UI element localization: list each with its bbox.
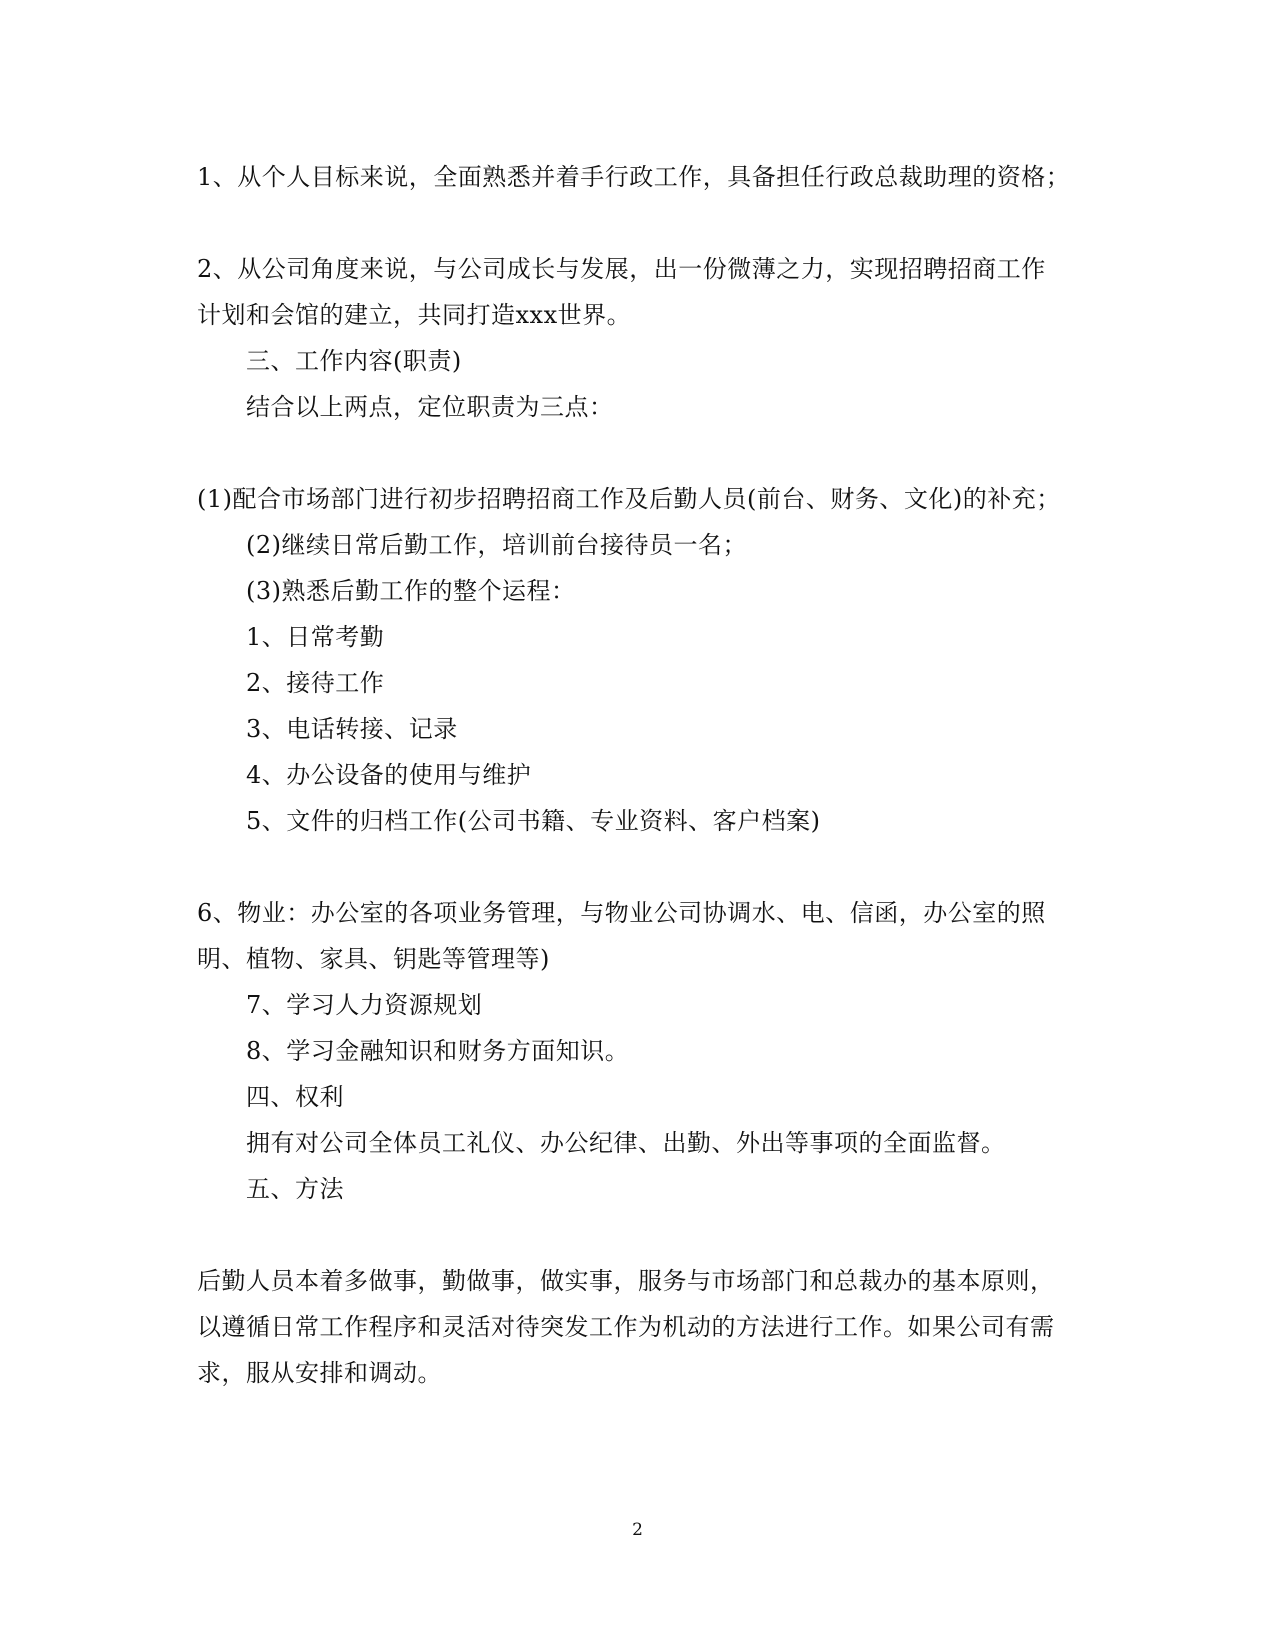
list-item: 7、学习人力资源规划 (246, 991, 483, 1019)
list-item: (2)继续日常后勤工作，培训前台接待员一名； (246, 531, 747, 559)
paragraph-line: 拥有对公司全体员工礼仪、办公纪律、出勤、外出等事项的全面监督。 (246, 1129, 1006, 1157)
list-item: 3、电话转接、记录 (246, 715, 458, 743)
list-item: 1、日常考勤 (246, 623, 385, 651)
page-number: 2 (632, 1520, 643, 1540)
section-heading: 五、方法 (246, 1175, 344, 1203)
list-item: 6、物业：办公室的各项业务管理，与物业公司协调水、电、信函，办公室的照 (197, 899, 1046, 927)
paragraph-line: 求，服从安排和调动。 (197, 1359, 442, 1387)
paragraph-line: 明、植物、家具、钥匙等管理等) (197, 945, 550, 973)
paragraph-line: 计划和会馆的建立，共同打造xxx世界。 (197, 301, 632, 329)
list-item: (1)配合市场部门进行初步招聘招商工作及后勤人员(前台、财务、文化)的补充； (197, 485, 1061, 513)
list-item: 4、办公设备的使用与维护 (246, 761, 532, 789)
paragraph-line: 后勤人员本着多做事，勤做事，做实事，服务与市场部门和总裁办的基本原则， (197, 1267, 1055, 1295)
section-heading: 四、权利 (246, 1083, 344, 1111)
list-item: 8、学习金融知识和财务方面知识。 (246, 1037, 630, 1065)
list-item: 5、文件的归档工作(公司书籍、专业资料、客户档案) (246, 807, 821, 835)
list-item: (3)熟悉后勤工作的整个运程： (246, 577, 576, 605)
paragraph-line: 以遵循日常工作程序和灵活对待突发工作为机动的方法进行工作。如果公司有需 (197, 1313, 1055, 1341)
paragraph-line: 2、从公司角度来说，与公司成长与发展，出一份微薄之力，实现招聘招商工作 (197, 255, 1046, 283)
section-heading: 三、工作内容(职责) (246, 347, 462, 375)
paragraph-line: 结合以上两点，定位职责为三点： (246, 393, 614, 421)
list-item: 2、接待工作 (246, 669, 385, 697)
paragraph-line: 1、从个人目标来说，全面熟悉并着手行政工作，具备担任行政总裁助理的资格； (197, 163, 1071, 191)
